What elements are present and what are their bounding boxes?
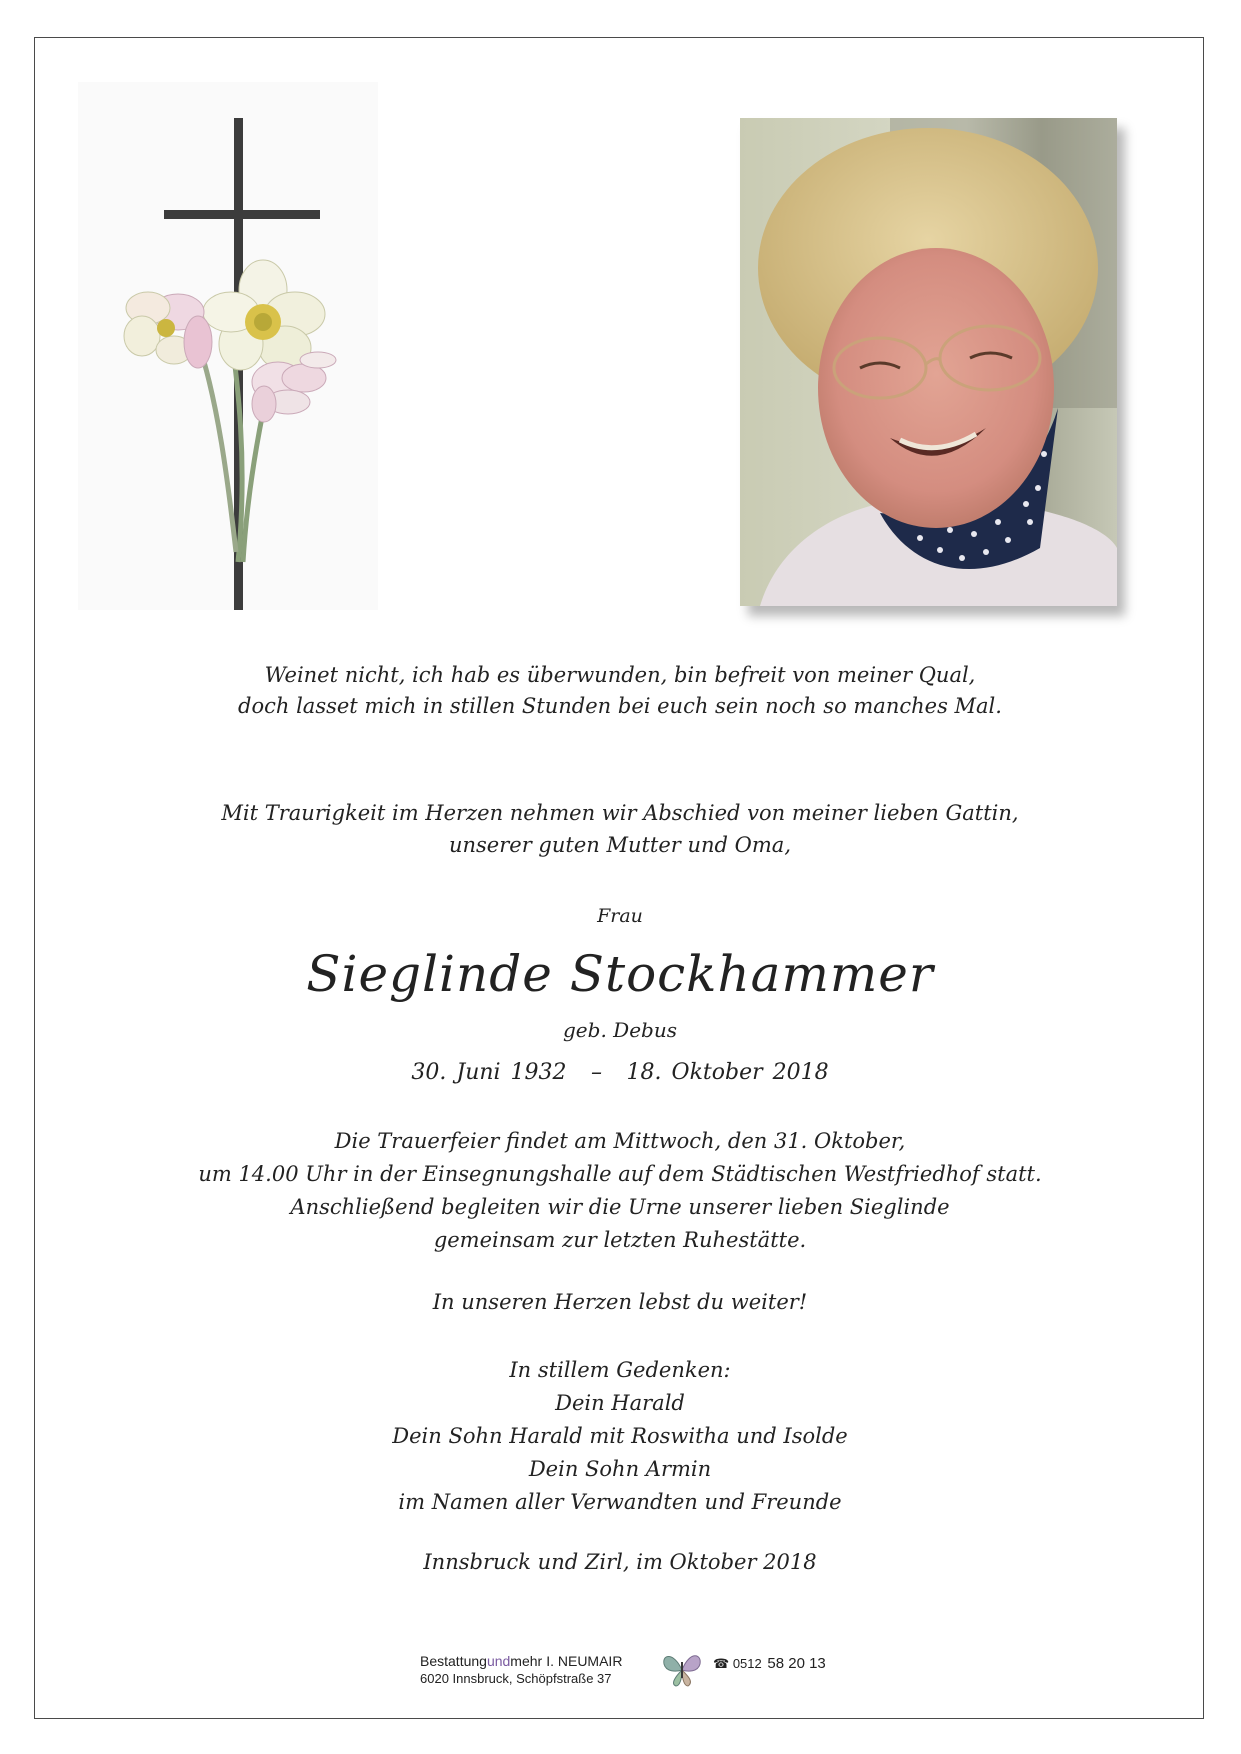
- verse-line: Weinet nicht, ich hab es überwunden, bin befreit von meiner Qual,: [264, 663, 976, 687]
- service-info: [60, 1125, 1180, 1257]
- salutation: Frau: [597, 905, 643, 927]
- mourner-entry: im Namen aller Verwandten und Freunde: [398, 1490, 842, 1514]
- funeral-home-address: 6020 Innsbruck, Schöpfstraße 37: [420, 1671, 612, 1686]
- company-name: I. NEUMAIR: [546, 1653, 623, 1669]
- service-line: um 14.00 Uhr in der Einsegnungshalle auf dem Städtischen Westfriedhof statt.: [198, 1162, 1042, 1186]
- service-line: Die Trauerfeier findet am Mittwoch, den 31. Oktober,: [334, 1129, 906, 1153]
- portrait-photo: [740, 118, 1117, 606]
- brand-part: Bestattung: [420, 1653, 487, 1669]
- phone-prefix: 0512: [732, 1656, 762, 1671]
- intro-text: [60, 797, 1180, 861]
- intro-line: Mit Traurigkeit im Herzen nehmen wir Abschied von meiner lieben Gattin,: [221, 801, 1019, 825]
- funeral-home-info: [420, 1652, 622, 1688]
- brand-part: und: [486, 1653, 511, 1669]
- deceased-name: Sieglinde Stockhammer: [306, 945, 934, 1003]
- cross-with-flowers-icon: [78, 82, 378, 610]
- mourners-list: [60, 1354, 1180, 1519]
- phone-icon: ☎: [713, 1656, 730, 1671]
- phone-number: 58 20 13: [767, 1655, 826, 1672]
- service-line: Anschließend begleiten wir die Urne unserer lieben Sieglinde: [290, 1195, 950, 1219]
- brand-part: mehr: [510, 1653, 543, 1669]
- verse-line: doch lasset mich in stillen Stunden bei euch sein noch so manches Mal.: [238, 694, 1002, 718]
- life-dates: [60, 1060, 1180, 1085]
- date-separator: –: [591, 1060, 603, 1085]
- motto: In unseren Herzen lebst du weiter!: [432, 1290, 808, 1314]
- mourner-entry: Dein Sohn Harald mit Roswitha und Isolde: [392, 1424, 848, 1448]
- mourner-entry: Dein Harald: [555, 1391, 685, 1415]
- mourners-heading: In stillem Gedenken:: [509, 1358, 731, 1382]
- funeral-home-brand: [420, 1652, 622, 1670]
- mourner-entry: Dein Sohn Armin: [528, 1457, 712, 1481]
- verse: [60, 660, 1180, 722]
- butterfly-icon: [660, 1648, 704, 1688]
- birth-date: 30. Juni 1932: [411, 1060, 567, 1085]
- maiden-name: geb. Debus: [563, 1018, 677, 1042]
- place-and-date: Innsbruck und Zirl, im Oktober 2018: [423, 1550, 817, 1574]
- funeral-home-phone: [713, 1655, 826, 1672]
- death-date: 18. Oktober 2018: [626, 1060, 829, 1085]
- service-line: gemeinsam zur letzten Ruhestätte.: [433, 1228, 807, 1252]
- intro-line: unserer guten Mutter und Oma,: [448, 833, 791, 857]
